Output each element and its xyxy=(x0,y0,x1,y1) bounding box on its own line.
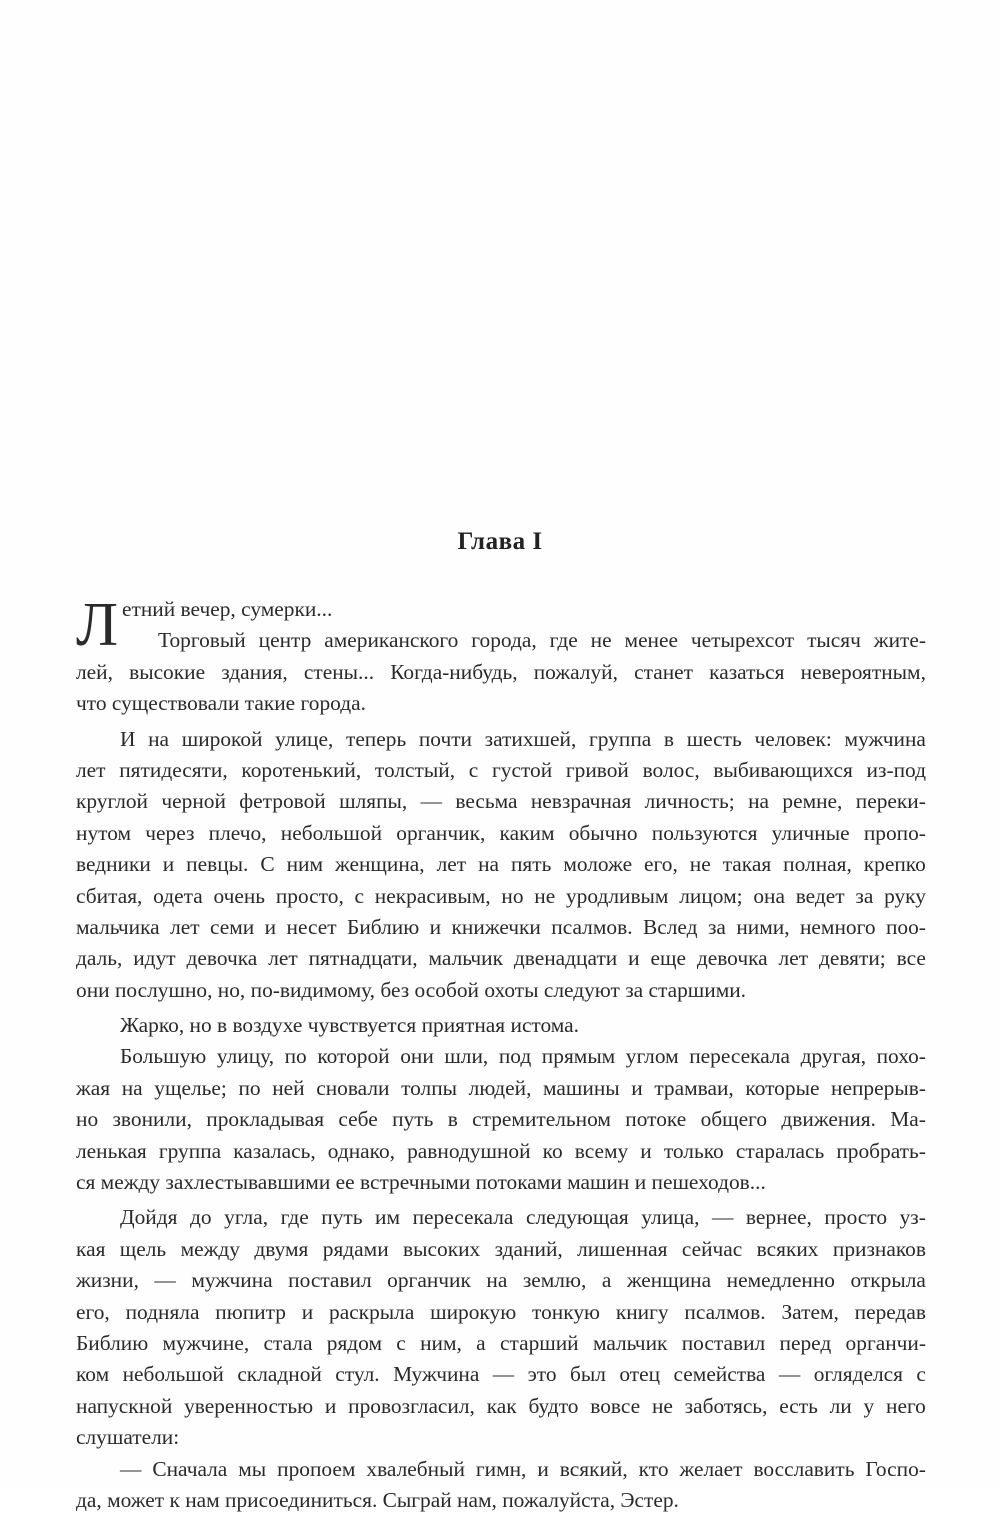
text-line xyxy=(76,1265,926,1296)
word: И xyxy=(120,726,136,751)
word: теперь xyxy=(345,726,407,751)
text-line xyxy=(76,1073,926,1104)
word: почти xyxy=(418,726,473,751)
word: движения. xyxy=(781,1107,876,1132)
word: — xyxy=(154,1268,176,1293)
chapter-text xyxy=(76,591,926,1516)
word: — xyxy=(778,1362,801,1387)
word: и xyxy=(324,1393,337,1418)
word: которой xyxy=(317,1044,390,1069)
word: его, xyxy=(76,1299,110,1324)
word: станет xyxy=(634,659,693,684)
word: и xyxy=(640,1138,652,1163)
word: и xyxy=(631,1075,643,1100)
word: стала xyxy=(263,1330,313,1355)
word: семейства xyxy=(673,1362,766,1387)
word: путь xyxy=(321,1205,363,1230)
word: просто, xyxy=(275,883,344,908)
word: машины xyxy=(543,1075,620,1100)
word: из-под xyxy=(866,757,926,782)
text-line xyxy=(76,849,926,880)
word: по xyxy=(284,1044,307,1069)
word: одета xyxy=(153,883,203,908)
word: казалась, xyxy=(233,1138,316,1163)
word: лет xyxy=(436,852,467,877)
word: пересекала xyxy=(412,1205,514,1230)
text-line xyxy=(76,1297,926,1328)
word: и xyxy=(537,1456,549,1481)
word: но xyxy=(76,1107,99,1132)
text-line: что существовали такие города. xyxy=(76,691,366,716)
word: группа xyxy=(588,726,652,751)
drop-cap: Л xyxy=(76,591,119,659)
word: ним xyxy=(286,852,324,877)
word: органчик xyxy=(387,1268,471,1293)
word: провозгласил, xyxy=(348,1393,475,1418)
word: волос, xyxy=(642,757,700,782)
word: человек: xyxy=(754,726,832,751)
word: небольшой xyxy=(122,1362,224,1387)
word: лицом; xyxy=(679,883,743,908)
word: мужчина xyxy=(844,726,926,751)
word: ней xyxy=(272,1075,305,1100)
text-line xyxy=(76,912,926,943)
word: казаться xyxy=(709,659,785,684)
word: города, xyxy=(471,628,537,653)
word: весьма xyxy=(455,789,518,814)
word: — xyxy=(420,789,442,814)
word: на xyxy=(121,1075,143,1100)
word: улицу, xyxy=(216,1044,275,1069)
word: людей, xyxy=(468,1075,532,1100)
word: путь xyxy=(392,1107,434,1132)
word: моложе xyxy=(563,852,633,877)
word: с xyxy=(354,883,365,908)
word: кая xyxy=(76,1236,106,1261)
word: прямым xyxy=(541,1044,616,1069)
word: похо- xyxy=(876,1044,926,1069)
word: в xyxy=(447,1107,458,1132)
word: певцы. xyxy=(186,852,249,877)
word: коротенький, xyxy=(241,757,362,782)
word: переки- xyxy=(855,789,926,814)
word: следующая xyxy=(525,1205,629,1230)
text-line xyxy=(76,625,926,656)
word: стул. xyxy=(335,1362,380,1387)
word: невероятным, xyxy=(800,659,926,684)
word: старший xyxy=(499,1330,579,1355)
word: поо- xyxy=(885,914,926,939)
word: передав xyxy=(854,1299,926,1324)
text-line xyxy=(76,657,926,688)
word: всякий, xyxy=(559,1456,628,1481)
word: сейчас xyxy=(681,1236,743,1261)
word: Госпо- xyxy=(865,1456,926,1481)
word: как xyxy=(486,1393,517,1418)
word: вовсе xyxy=(590,1393,641,1418)
word: некрасивым, xyxy=(374,883,491,908)
word: такая xyxy=(722,852,772,877)
text-line: слушатели: xyxy=(76,1425,180,1450)
word: шесть xyxy=(686,726,742,751)
text-line xyxy=(76,943,926,974)
word: между xyxy=(180,1236,240,1261)
text-line xyxy=(76,1328,926,1359)
word: в xyxy=(663,726,675,751)
word: тонкую xyxy=(532,1299,600,1324)
word: рядом xyxy=(326,1330,382,1355)
word: высоких xyxy=(403,1236,481,1261)
word: менее xyxy=(624,628,678,653)
word: признаков xyxy=(832,1236,926,1261)
text-line xyxy=(76,724,926,755)
word: Затем, xyxy=(781,1299,839,1324)
word: уз- xyxy=(899,1205,926,1230)
word: обычно xyxy=(568,820,638,845)
word: на xyxy=(478,852,500,877)
word: ним, xyxy=(420,1330,462,1355)
word: мужчина xyxy=(191,1268,273,1293)
word: ком xyxy=(76,1362,110,1387)
word: мальчик xyxy=(592,1330,668,1355)
word: ленькая xyxy=(76,1138,147,1163)
text-line: они послушно, но, по-видимому, без особой охоты следуют за старшими. xyxy=(76,977,747,1002)
word: книжечки xyxy=(451,914,541,939)
text-line xyxy=(76,786,926,817)
word: пять xyxy=(510,852,552,877)
word: у xyxy=(863,1393,875,1418)
word: просто xyxy=(824,1205,888,1230)
word: ведники xyxy=(76,852,151,877)
word: огляделся xyxy=(813,1362,903,1387)
word: лей, xyxy=(76,659,113,684)
word: небольшой xyxy=(280,820,383,845)
word: полная, xyxy=(783,852,852,877)
word: где xyxy=(280,1205,309,1230)
word: поставил xyxy=(681,1330,766,1355)
word: группа xyxy=(158,1138,222,1163)
word: на xyxy=(748,789,770,814)
word: но xyxy=(501,883,524,908)
word: девочка xyxy=(186,946,258,971)
word: под xyxy=(498,1044,532,1069)
word: его, xyxy=(644,852,678,877)
word: мужчине, xyxy=(162,1330,250,1355)
first-line: етний вечер, сумерки... xyxy=(122,597,333,621)
word: пересекала xyxy=(689,1044,791,1069)
word: улице, xyxy=(275,726,334,751)
word: очень xyxy=(213,883,266,908)
word: лет xyxy=(778,946,809,971)
word: мальчик xyxy=(428,946,503,971)
word: не xyxy=(651,1393,673,1418)
word: другая, xyxy=(800,1044,867,1069)
word: им xyxy=(375,1205,401,1230)
word: органчик, xyxy=(396,820,486,845)
word: плечо, xyxy=(208,820,267,845)
word: кто xyxy=(638,1456,669,1481)
word: Библию xyxy=(76,1330,149,1355)
word: она xyxy=(753,883,785,908)
chapter-title: Глава I xyxy=(457,528,543,555)
paragraph xyxy=(76,1041,926,1198)
paragraph xyxy=(76,625,926,719)
word: идут xyxy=(133,946,176,971)
word: женщина xyxy=(626,1268,712,1293)
word: а xyxy=(601,1268,612,1293)
word: затихшей, xyxy=(484,726,577,751)
word: с xyxy=(916,1362,926,1387)
word: не xyxy=(534,883,556,908)
text-line: Жарко, но в воздухе чувствуется приятная истома. xyxy=(120,1013,580,1038)
word: двенадцати xyxy=(513,946,618,971)
word: стены... xyxy=(303,659,375,684)
word: Мужчина xyxy=(393,1362,480,1387)
word: а xyxy=(476,1330,486,1355)
word: раскрыла xyxy=(329,1299,415,1324)
word: ущелье; xyxy=(154,1075,227,1100)
word: американского xyxy=(324,628,459,653)
word: Библию xyxy=(347,914,420,939)
word: улица, xyxy=(641,1205,700,1230)
word: всему xyxy=(574,1138,629,1163)
word: вернее, xyxy=(745,1205,812,1230)
word: рядами xyxy=(322,1236,389,1261)
word: нутом xyxy=(76,820,132,845)
word: гривой xyxy=(565,757,629,782)
text-line xyxy=(76,1041,926,1072)
word: пропо- xyxy=(863,820,926,845)
word: пользуются xyxy=(651,820,758,845)
word: напускной xyxy=(76,1393,173,1418)
word: тысяч xyxy=(807,628,861,653)
word: восславить xyxy=(753,1456,855,1481)
word: широкой xyxy=(181,726,263,751)
word: него xyxy=(886,1393,926,1418)
text-line xyxy=(76,1454,926,1485)
text-line xyxy=(76,1234,926,1265)
word: зданий, xyxy=(494,1236,563,1261)
text-line xyxy=(76,1391,926,1422)
word: сновали xyxy=(316,1075,390,1100)
word: Вслед xyxy=(642,914,698,939)
word: жая xyxy=(76,1075,111,1100)
word: каким xyxy=(499,820,555,845)
word: с xyxy=(396,1330,406,1355)
word: лет xyxy=(76,757,106,782)
word: перед xyxy=(779,1330,832,1355)
word: лет xyxy=(268,946,298,971)
word: толстый, xyxy=(374,757,456,782)
word: за xyxy=(707,914,726,939)
word: жизни, xyxy=(76,1268,139,1293)
word: был xyxy=(570,1362,606,1387)
word: Большую xyxy=(120,1044,207,1069)
word: еще xyxy=(650,946,686,971)
word: фетровой xyxy=(239,789,326,814)
word: на xyxy=(148,726,170,751)
word: псалмов. xyxy=(684,1299,766,1324)
word: не xyxy=(689,852,711,877)
word: Сначала xyxy=(152,1456,228,1481)
word: это xyxy=(527,1362,557,1387)
word: по xyxy=(238,1075,261,1100)
word: крепко xyxy=(863,852,926,877)
word: звонили, xyxy=(112,1107,192,1132)
word: уродливым xyxy=(565,883,669,908)
word: ведет xyxy=(795,883,845,908)
word: женщина, xyxy=(334,852,425,877)
word: немедленно xyxy=(726,1268,835,1293)
word: непрерыв- xyxy=(831,1075,926,1100)
word: и xyxy=(301,1299,314,1324)
word: подняла xyxy=(125,1299,200,1324)
paragraph xyxy=(76,1010,926,1041)
word: и xyxy=(429,914,442,939)
word: прокладывая xyxy=(206,1107,325,1132)
text-line: ся между захлестывавшими ее встречными потоками машин и пешеходов... xyxy=(76,1170,766,1195)
word: не xyxy=(590,628,612,653)
word: ремне, xyxy=(782,789,843,814)
word: с xyxy=(468,757,479,782)
word: невзрачная xyxy=(530,789,632,814)
text-line xyxy=(76,881,926,912)
word: девяти; xyxy=(818,946,886,971)
word: стремительном xyxy=(472,1107,611,1132)
word: и xyxy=(264,914,277,939)
paragraph xyxy=(76,724,926,1007)
word: Торговый xyxy=(158,628,246,653)
word: желает xyxy=(679,1456,743,1481)
word: открыла xyxy=(850,1268,926,1293)
word: Когда-нибудь, xyxy=(390,659,518,684)
word: двумя xyxy=(254,1236,309,1261)
word: до xyxy=(190,1205,212,1230)
word: круглой xyxy=(76,789,149,814)
word: — xyxy=(711,1205,734,1230)
word: трамваи, xyxy=(654,1075,734,1100)
text-line: да, может к нам присоединиться. Сыграй нам, пожалуйста, Эстер. xyxy=(76,1487,679,1512)
word: однако, xyxy=(327,1138,396,1163)
word: ко xyxy=(542,1138,563,1163)
word: общего xyxy=(700,1107,768,1132)
word: щель xyxy=(119,1236,167,1261)
word: всяких xyxy=(756,1236,819,1261)
word: личность; xyxy=(644,789,735,814)
text-line xyxy=(76,1104,926,1135)
word: высокие xyxy=(129,659,206,684)
paragraph xyxy=(76,1454,926,1516)
word: которые xyxy=(745,1075,820,1100)
word: немного xyxy=(799,914,876,939)
word: равнодушной xyxy=(407,1138,531,1163)
word: мальчика xyxy=(76,914,160,939)
word: широкую xyxy=(430,1299,517,1324)
word: пожалуй, xyxy=(533,659,618,684)
word: здания, xyxy=(221,659,288,684)
word: руку xyxy=(884,883,926,908)
word: ли xyxy=(829,1393,852,1418)
word: сбитая, xyxy=(76,883,143,908)
word: есть xyxy=(779,1393,818,1418)
word: центр xyxy=(258,628,312,653)
word: ними, xyxy=(736,914,790,939)
word: и xyxy=(628,946,640,971)
word: складной xyxy=(237,1362,322,1387)
word: выбивающихся xyxy=(713,757,853,782)
word: черной xyxy=(161,789,226,814)
word: за xyxy=(855,883,874,908)
word: все xyxy=(896,946,926,971)
word: шляпы, xyxy=(339,789,408,814)
word: несет xyxy=(286,914,337,939)
word: пятнадцати, xyxy=(308,946,418,971)
word: органчи- xyxy=(845,1330,926,1355)
word: С xyxy=(260,852,275,877)
word: уличные xyxy=(771,820,850,845)
word: псалмов. xyxy=(551,914,633,939)
word: густой xyxy=(491,757,553,782)
text-line xyxy=(76,1136,926,1167)
word: поставил xyxy=(288,1268,372,1293)
word: они xyxy=(400,1044,434,1069)
word: старалась xyxy=(735,1138,825,1163)
word: пробрать- xyxy=(836,1138,926,1163)
word: пропоем xyxy=(277,1456,356,1481)
word: только xyxy=(663,1138,724,1163)
word: потоке xyxy=(625,1107,687,1132)
word: угла, xyxy=(224,1205,269,1230)
word: даль, xyxy=(76,946,123,971)
word: отец xyxy=(619,1362,661,1387)
word: Ма- xyxy=(890,1107,926,1132)
word: жите- xyxy=(873,628,926,653)
word: лет xyxy=(170,914,200,939)
word: семи xyxy=(210,914,255,939)
word: себе xyxy=(338,1107,378,1132)
text-line xyxy=(76,755,926,786)
word: мы xyxy=(238,1456,267,1481)
word: Дойдя xyxy=(120,1205,178,1230)
word: четырехсот xyxy=(690,628,795,653)
word: — xyxy=(120,1456,142,1481)
word: землю, xyxy=(522,1268,587,1293)
word: толпы xyxy=(401,1075,458,1100)
word: углом xyxy=(625,1044,679,1069)
word: пятидесяти, xyxy=(119,757,228,782)
word: где xyxy=(549,628,578,653)
word: на xyxy=(486,1268,508,1293)
word: через xyxy=(145,820,195,845)
text-line xyxy=(76,818,926,849)
word: пюпитр xyxy=(215,1299,286,1324)
paragraph xyxy=(76,1202,926,1453)
word: уверенностью xyxy=(184,1393,314,1418)
word: девочка xyxy=(696,946,768,971)
word: лишенная xyxy=(577,1236,668,1261)
text-line xyxy=(76,1202,926,1233)
word: гимн, xyxy=(475,1456,527,1481)
word: заботясь, xyxy=(684,1393,768,1418)
word: книгу xyxy=(615,1299,669,1324)
word: шли, xyxy=(444,1044,489,1069)
text-line xyxy=(76,1359,926,1390)
word: и xyxy=(162,852,175,877)
word: — xyxy=(492,1362,515,1387)
word: будто xyxy=(528,1393,579,1418)
word: хвалебный xyxy=(366,1456,465,1481)
